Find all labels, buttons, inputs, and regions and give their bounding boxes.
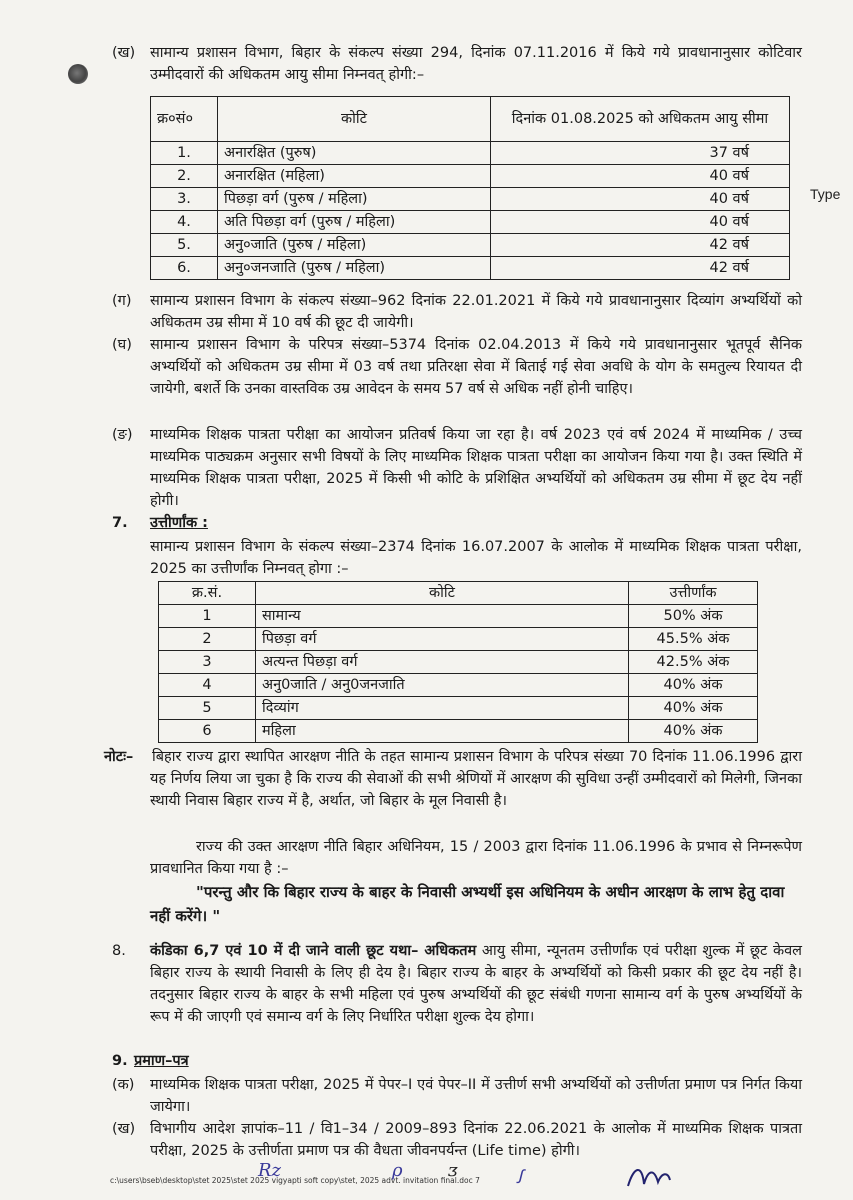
cell-serial: 1. — [151, 142, 218, 165]
table-row — [159, 651, 758, 674]
age-limit-table — [150, 96, 790, 280]
section-8-text: आयु सीमा, न्यूनतम उत्तीर्णांक एवं परीक्षा शुल्क में छूट केवल बिहार राज्य के स्थायी निवासी के लिए ही देय है। बिहार राज्य के बाहर के अभ्यर्थियों को किसी प्रकार की छूट देय नहीं है। तदनुसार बिहार राज्य के बाहर के सभी महिला एवं पुरुष अभ्यर्थियों की छूट संबंधी गणना सामान्य वर्ग के पुरुष अभ्यर्थियों के रूप में की जाएगी एवं समान्य वर्ग के लिए निर्धारित परीक्षा शुल्क देय होगा। — [150, 943, 802, 1025]
table-row — [151, 165, 790, 188]
cell-serial: 6 — [159, 720, 256, 743]
cell-category: अनु0जाति / अनु0जनजाति — [256, 674, 629, 697]
cell-marks: 40% अंक — [629, 697, 758, 720]
section-9-title: प्रमाण–पत्र — [134, 1053, 189, 1069]
cell-marks: 40% अंक — [629, 720, 758, 743]
cell-age: 42 वर्ष — [491, 257, 790, 280]
section-8-paragraph — [150, 940, 802, 1028]
cell-category: अत्यन्त पिछड़ा वर्ग — [256, 651, 629, 674]
cell-category: महिला — [256, 720, 629, 743]
side-note: Type — [810, 186, 841, 202]
cell-serial: 6. — [151, 257, 218, 280]
cell-category: पिछड़ा वर्ग (पुरुष / महिला) — [218, 188, 491, 211]
section-kha-text: सामान्य प्रशासन विभाग, बिहार के संकल्प संख्या 294, दिनांक 07.11.2016 में किये गये प्रावधानानुसार कोटिवार उम्मीदवारों की अधिकतम आयु सीमा निम्नवत् होगी:– — [150, 45, 802, 83]
footer-file-path: c:\users\bseb\desktop\stet 2025\stet 2025 vigyapti soft copy\stet, 2025 advt. invitation final.doc 7 — [110, 1176, 480, 1185]
col-header-serial: क्र.सं. — [159, 582, 256, 605]
section-nga-text: माध्यमिक शिक्षक पात्रता परीक्षा का आयोजन प्रतिवर्ष किया जा रहा है। वर्ष 2023 एवं वर्ष 2024 में माध्यमिक / उच्च माध्यमिक पाठ्यक्रम अनुसार सभी विषयों के लिए माध्यमिक शिक्षक पात्रता परीक्षा का आयोजन किया गया है। उक्त स्थिति में माध्यमिक शिक्षक पात्रता परीक्षा, 2025 में किसी भी कोटि के प्रशिक्षित अभ्यर्थियों को अधिकतम उम्र सीमा में छूट देय नहीं होगी। — [150, 427, 802, 509]
cell-age: 42 वर्ष — [491, 234, 790, 257]
cell-age: 40 वर्ष — [491, 188, 790, 211]
section-7-title: उत्तीर्णांक : — [150, 515, 208, 531]
signature-initial-3: ᴣ — [448, 1160, 458, 1181]
cell-category: अनारक्षित (महिला) — [218, 165, 491, 188]
cell-age: 40 वर्ष — [491, 211, 790, 234]
col-header-category: कोटि — [218, 97, 491, 142]
section-7-number: 7. — [112, 515, 128, 531]
cell-category: अनु०जनजाति (पुरुष / महिला) — [218, 257, 491, 280]
signature-mark — [624, 1160, 674, 1192]
section-8-bold-lead: कंडिका 6,7 एवं 10 में दी जाने वाली छूट यथा– अधिकतम — [150, 943, 477, 959]
table-row — [159, 720, 758, 743]
cell-age: 37 वर्ष — [491, 142, 790, 165]
pass-marks-table — [158, 581, 758, 743]
section-ga-label: (ग) — [112, 293, 132, 309]
note-quote: "परन्तु और कि बिहार राज्य के बाहर के निवासी अभ्यर्थी इस अधिनियम के अधीन आरक्षण के लाभ हेतु दावा नहीं करेंगे। " — [150, 883, 785, 925]
cell-marks: 40% अंक — [629, 674, 758, 697]
section-7-text: सामान्य प्रशासन विभाग के संकल्प संख्या–2374 दिनांक 16.07.2007 के आलोक में माध्यमिक शिक्षक पात्रता परीक्षा, 2025 का उत्तीर्णांक निम्नवत् होगा :– — [150, 539, 802, 577]
cell-category: अनु०जाति (पुरुष / महिला) — [218, 234, 491, 257]
note-label: नोटः– — [104, 749, 134, 765]
table-header-row — [159, 582, 758, 605]
col-header-max-age: दिनांक 01.08.2025 को अधिकतम आयु सीमा — [491, 97, 790, 142]
note-text-2: राज्य की उक्त आरक्षण नीति बिहार अधिनियम, 15 / 2003 द्वारा दिनांक 11.06.1996 के प्रभाव से निम्नरूपेण प्रावधानित किया गया है :– — [150, 839, 802, 877]
signature-initial-2: ρ — [392, 1160, 403, 1181]
cell-serial: 3. — [151, 188, 218, 211]
cell-serial: 4 — [159, 674, 256, 697]
cell-serial: 5 — [159, 697, 256, 720]
section-8-number: 8. — [112, 943, 126, 959]
cell-category: दिव्यांग — [256, 697, 629, 720]
section-9-number: 9. — [112, 1053, 128, 1069]
cell-category: अनारक्षित (पुरुष) — [218, 142, 491, 165]
table-row — [159, 628, 758, 651]
cell-serial: 2. — [151, 165, 218, 188]
table-row — [151, 142, 790, 165]
section-9-ka-label: (क) — [112, 1077, 135, 1093]
cell-category: अति पिछड़ा वर्ग (पुरुष / महिला) — [218, 211, 491, 234]
col-header-serial: क्र०सं० — [151, 97, 218, 142]
note-text: बिहार राज्य द्वारा स्थापित आरक्षण नीति के तहत सामान्य प्रशासन विभाग के परिपत्र संख्या 70 दिनांक 11.06.1996 द्वारा यह निर्णय लिया जा चुका है कि राज्य की सेवाओं की सभी श्रेणियों में आरक्षण की सुविधा उन्हीं उम्मीदवारों को मिलेगी, जिनका स्थायी निवास बिहार राज्य में है, अर्थात, जो बिहार के मूल निवासी है। — [150, 749, 802, 809]
table-row — [159, 697, 758, 720]
section-gha-label: (घ) — [112, 337, 132, 353]
section-9-kha-text: विभागीय आदेश ज्ञापांक–11 / वि1–34 / 2009–893 दिनांक 22.06.2021 के आलोक में माध्यमिक शिक्षक पात्रता परीक्षा, 2025 के उत्तीर्णता प्रमाण पत्र की वैधता जीवनपर्यन्त (Life time) होगी। — [150, 1121, 802, 1159]
cell-serial: 2 — [159, 628, 256, 651]
cell-marks: 42.5% अंक — [629, 651, 758, 674]
section-ga-text: सामान्य प्रशासन विभाग के संकल्प संख्या–962 दिनांक 22.01.2021 में किये गये प्रावधानानुसार दिव्यांग अभ्यर्थियों को अधिकतम उम्र सीमा में 10 वर्ष की छूट दी जायेगी। — [150, 293, 802, 331]
signature-initial-4: ꭍ — [516, 1167, 523, 1188]
cell-category: पिछड़ा वर्ग — [256, 628, 629, 651]
cell-serial: 5. — [151, 234, 218, 257]
section-9-kha-label: (ख) — [112, 1121, 136, 1137]
cell-age: 40 वर्ष — [491, 165, 790, 188]
cell-serial: 3 — [159, 651, 256, 674]
table-row — [151, 211, 790, 234]
cell-serial: 4. — [151, 211, 218, 234]
punch-hole — [68, 64, 88, 84]
cell-marks: 50% अंक — [629, 605, 758, 628]
section-kha-label: (ख) — [112, 45, 136, 61]
section-9-ka-text: माध्यमिक शिक्षक पात्रता परीक्षा, 2025 में पेपर–I एवं पेपर–II में उत्तीर्ण सभी अभ्यर्थियों को उत्तीर्णता प्रमाण पत्र निर्गत किया जायेगा। — [150, 1077, 802, 1115]
table-row — [159, 674, 758, 697]
cell-marks: 45.5% अंक — [629, 628, 758, 651]
col-header-category: कोटि — [256, 582, 629, 605]
table-row — [151, 188, 790, 211]
section-gha-text: सामान्य प्रशासन विभाग के परिपत्र संख्या–5374 दिनांक 02.04.2013 में किये गये प्रावधानानुसार भूतपूर्व सैनिक अभ्यर्थियों को अधिकतम उम्र सीमा में 03 वर्ष तथा प्रतिरक्षा सेवा में बिताई गई सेवा अवधि के योग के समतुल्य रियायत दी जायेगी, बशर्ते कि उनका वास्तविक उम्र आवेदन के समय 57 वर्ष से अधिक नहीं होनी चाहिए। — [150, 337, 802, 397]
table-header-row — [151, 97, 790, 142]
table-row — [151, 257, 790, 280]
signature-initial-1: Rz — [258, 1160, 282, 1181]
section-nga-label: (ङ) — [112, 427, 133, 443]
table-row — [159, 605, 758, 628]
cell-category: सामान्य — [256, 605, 629, 628]
col-header-pass-marks: उत्तीर्णांक — [629, 582, 758, 605]
cell-serial: 1 — [159, 605, 256, 628]
table-row — [151, 234, 790, 257]
